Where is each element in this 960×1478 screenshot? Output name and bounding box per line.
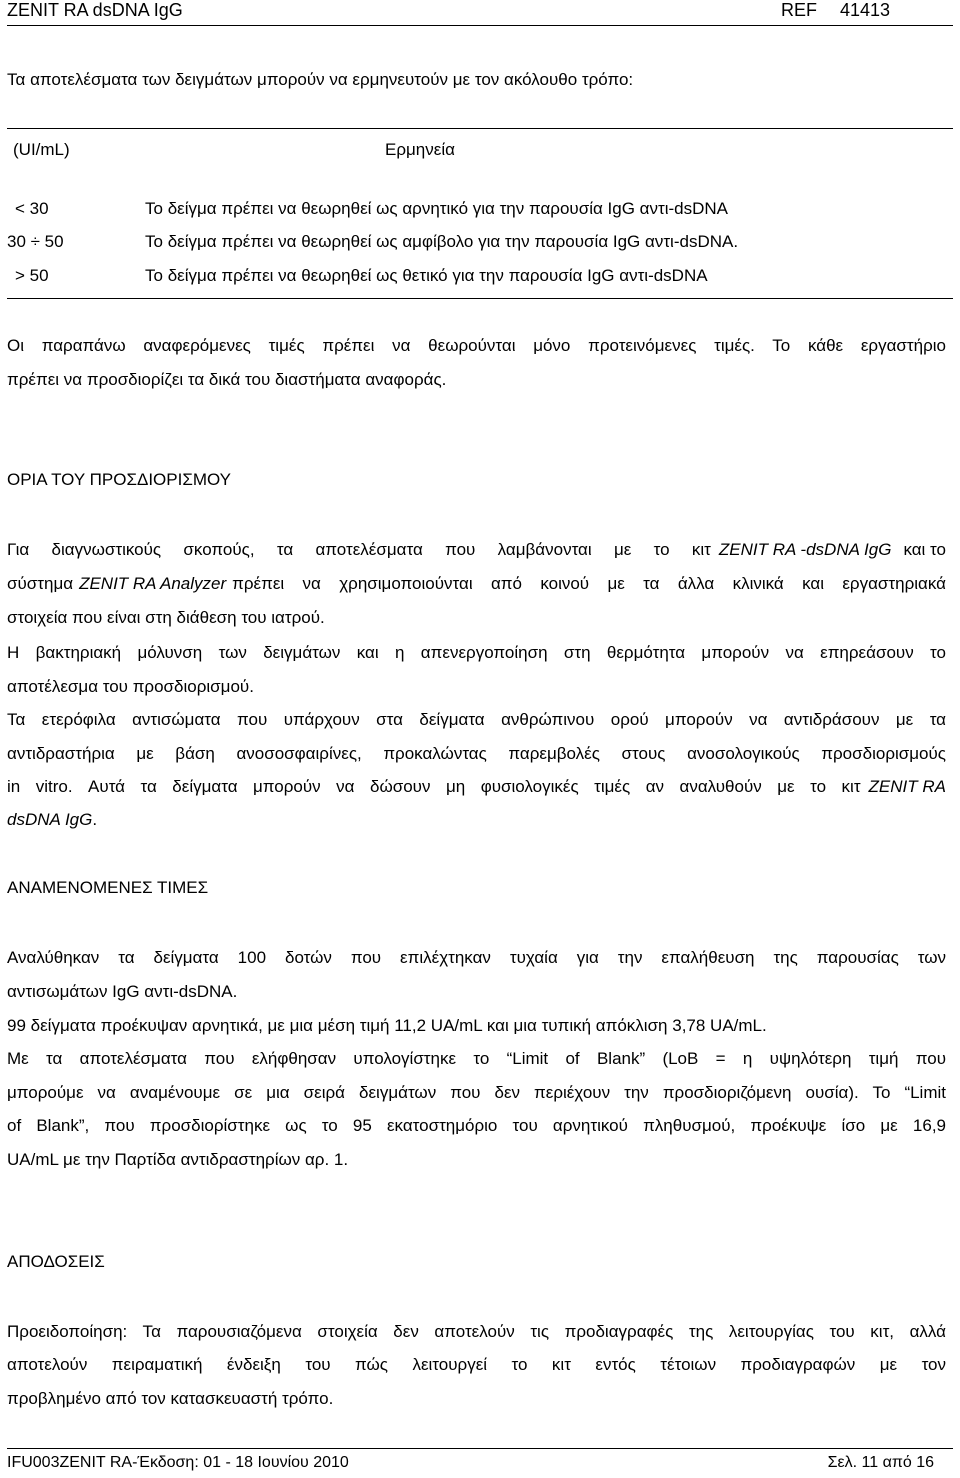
interpretation-negative: Το δείγμα πρέπει να θεωρηθεί ως αρνητικό για την παρουσία IgG αντι-dsDNA (145, 199, 728, 218)
interpretation-equivocal: Το δείγμα πρέπει να θεωρηθεί ως αμφίβολο για την παρουσία IgG αντι-dsDNA. (145, 232, 739, 251)
table-bottom-rule (7, 298, 953, 299)
kit-name-part-2: dsDNA IgG (7, 810, 93, 829)
expected-p3-line-1: Με τα αποτελέσματα που ελήφθησαν υπολογίστηκε το “Limit of Blank” (LoB = η υψηλότερη τιμή που (7, 1049, 946, 1068)
limits-p1-text-c: πρέπει να χρησιμοποιούνται από κοινού με τα άλλα κλινικά και εργαστηριακά (232, 574, 946, 593)
expected-p1-line-1: Αναλύθηκαν τα δείγματα 100 δοτών που επιλέχτηκαν τυχαία για την επαλήθευση της παρουσίας των (7, 948, 946, 967)
kit-name: ZENIT RA -dsDNA IgG (718, 540, 892, 559)
limits-p3-line-1: Τα ετερόφιλα αντισώματα που υπάρχουν στα δείγματα ανθρώπινου ορού μπορούν να αντιδράσουν με τα (7, 710, 946, 729)
footer-rule (7, 1448, 953, 1449)
limits-p3-line-4 (7, 810, 97, 830)
intro-text: Τα αποτελέσματα των δειγμάτων μπορούν να ερμηνευτούν με τον ακόλουθο τρόπο: (7, 70, 634, 89)
kit-name-part-1: ZENIT RA (868, 777, 946, 796)
limits-p3-line-2: αντιδραστήρια με βάση ανοσοσφαιρίνες, προκαλώντας παρεμβολές στους ανοσολογικούς προσδιορισμούς (7, 744, 946, 763)
performance-p1-line-1: Προειδοποίηση: Τα παρουσιαζόμενα στοιχεία δεν αποτελούν τις προδιαγραφές της λειτουργίας του κιτ, αλλά (7, 1322, 946, 1341)
expected-p1-line-2: αντισωμάτων IgG αντι-dsDNA. (7, 982, 238, 1001)
range-negative: < 30 (15, 199, 49, 218)
interpretation-positive: Το δείγμα πρέπει να θεωρηθεί ως θετικό για την παρουσία IgG αντι-dsDNA (145, 266, 708, 285)
note-line-1: Οι παραπάνω αναφερόμενες τιμές πρέπει να θεωρούνται μόνο προτεινόμενες τιμές. Το κάθε εργαστήριο (7, 336, 946, 355)
performance-p1-line-2: αποτελούν πειραματική ένδειξη του πώς λειτουργεί το κιτ εντός τέτοιων προδιαγραφών με τον (7, 1355, 946, 1374)
limits-p1-line-3: στοιχεία που είναι στη διάθεση του ιατρού. (7, 608, 325, 627)
table-top-rule (7, 128, 953, 129)
limits-p2-line-2: αποτέλεσμα του προσδιορισμού. (7, 677, 254, 696)
limits-p3-text-a: in vitro. Αυτά τα δείγματα μπορούν να δώσουν μη φυσιολογικές τιμές αν αναλυθούν με το κιτ (7, 777, 861, 796)
analyzer-name: ZENIT RA Analyzer (79, 574, 227, 593)
header-rule (7, 25, 953, 26)
limits-p3-line-3 (7, 777, 946, 797)
footer-doc-id: IFU003ZENIT RA-Έκδοση: 01 - 18 Ιουνίου 2010 (7, 1454, 349, 1471)
column-header-ui: (UI/mL) (13, 140, 70, 159)
limits-p1-line-1 (7, 540, 946, 560)
performance-heading: ΑΠΟΔΟΣΕΙΣ (7, 1252, 105, 1271)
limits-p1-text-b: και το (903, 540, 946, 559)
expected-p2-line-1: 99 δείγματα προέκυψαν αρνητικά, με μια μέση τιμή 11,2 UA/mL και μια τυπική απόκλιση 3,78 UA/mL. (7, 1016, 767, 1035)
ref-number: 41413 (840, 0, 891, 20)
expected-p3-line-2: μπορούμε να αναμένουμε σε μια σειρά δειγμάτων που δεν περιέχουν την προσδιοριζόμενη ουσία). Το “Limit (7, 1083, 946, 1102)
limits-p1-text-a: Για διαγνωστικούς σκοπούς, τα αποτελέσματα που λαμβάνονται με το κιτ (7, 540, 711, 559)
expected-p3-line-4: UA/mL με την Παρτίδα αντιδραστηρίων αρ. 1. (7, 1150, 349, 1169)
performance-p1-line-3: προβλημένο από τον κατασκευαστή τρόπο. (7, 1389, 334, 1408)
expected-p3-line-3: of Blank”, που προσδιορίστηκε ως το 95 εκατοστημόριο του αρνητικού πληθυσμού, προέκυψε ίσο με 16,9 (7, 1116, 946, 1135)
limits-p1-system-label: σύστημα (7, 574, 74, 593)
footer-page-number: Σελ. 11 από 16 (827, 1454, 934, 1471)
column-header-interpretation: Ερμηνεία (385, 140, 455, 159)
range-positive: > 50 (15, 266, 49, 285)
note-line-2: πρέπει να προσδιορίζει τα δικά του διαστήματα αναφοράς. (7, 370, 447, 389)
limits-heading: ΟΡΙΑ ΤΟΥ ΠΡΟΣΔΙΟΡΙΣΜΟΥ (7, 470, 232, 489)
kit-name-period: . (92, 810, 98, 829)
ref-label: REF (781, 0, 817, 20)
expected-heading: ΑΝΑΜΕΝΟΜΕΝΕΣ ΤΙΜΕΣ (7, 878, 209, 897)
limits-p1-line-2 (7, 574, 946, 594)
limits-p2-line-1: Η βακτηριακή μόλυνση των δειγμάτων και η απενεργοποίηση στη θερμότητα μπορούν να επηρεάσουν το (7, 643, 946, 662)
doc-title: ZENIT RA dsDNA IgG (7, 0, 183, 20)
range-equivocal: 30 ÷ 50 (7, 232, 64, 251)
